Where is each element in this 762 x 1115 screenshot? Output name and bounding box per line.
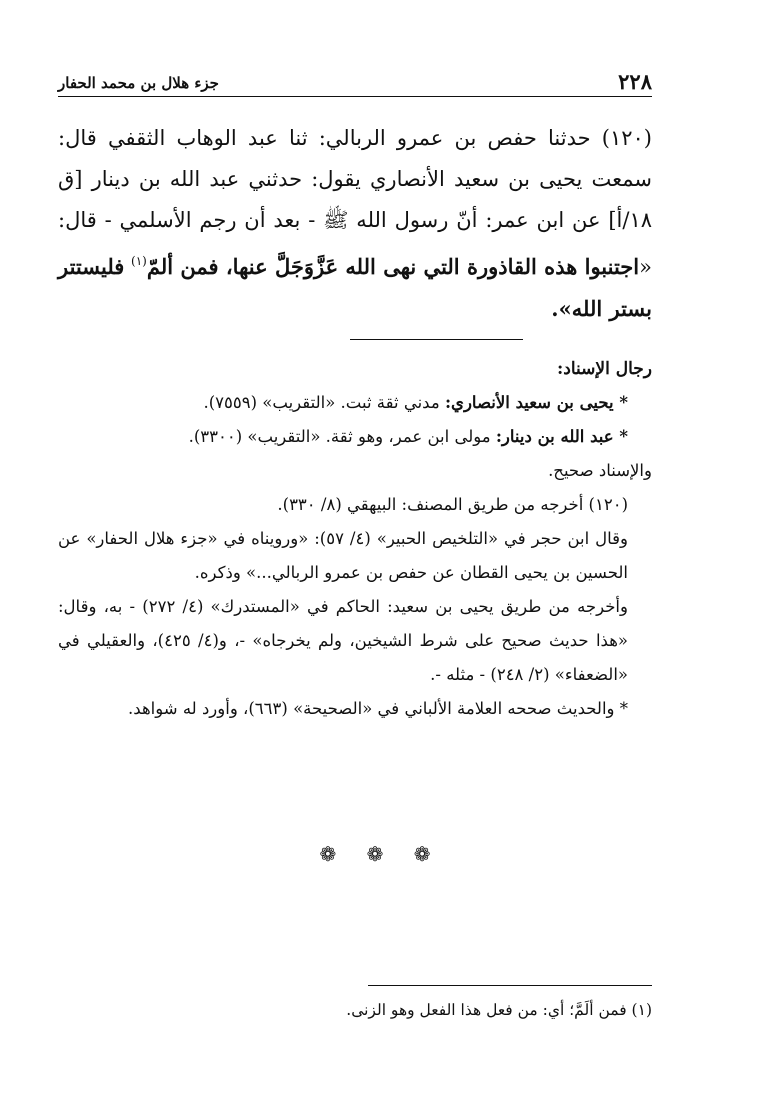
narrator-grade: مولى ابن عمر، وهو ثقة. «التقريب» (٣٣٠٠). (188, 427, 496, 446)
footnote-reference: (١) (131, 254, 147, 268)
hadith-text (58, 118, 652, 330)
grading-paragraph: * والحديث صححه العلامة الألباني في «الصحيحة» (٦٦٣)، وأورد له شواهد. (128, 699, 628, 718)
hadith-line: قال: سمعت يحيى بن سعيد الأنصاري يقول: حدثني عبد الله بن دينار (58, 126, 652, 191)
hadith-quote: اجتنبوا هذه القاذورة التي نهى الله عَزَّوَجَلَّ عنها، فمن ألمّ (146, 254, 640, 279)
book-title: جزء هلال بن محمد الحفار (58, 74, 219, 92)
hadith-line: (١٢٠) حدثنا حفص بن عمرو الربالي: ثنا عبد الوهاب الثقفي (107, 126, 652, 150)
narrator-note (58, 420, 652, 454)
takhrij-paragraph: وأخرجه من طريق يحيى بن سعيد: الحاكم في «المستدرك» (٤/ ٢٧٢) - به، وقال: «هذا حديث صحيح على شرط الشيخين، ولم يخرجاه» -، و(٤/ ٤٢٥)، والعقيلي في «الضعفاء» (٢/ ٢٤٨) - مثله -. (58, 597, 628, 684)
hadith-line: قال: « (58, 208, 652, 279)
section-ornament: ❁ ❁ ❁ (319, 842, 443, 866)
commentary (58, 352, 652, 726)
running-header (58, 66, 652, 97)
narrator-name: * يحيى بن سعيد الأنصاري: (444, 393, 628, 412)
narrator-name: * عبد الله بن دينار: (495, 427, 628, 446)
footnote-divider (368, 985, 652, 986)
isnad-verdict: والإسناد صحيح. (548, 461, 652, 480)
section-heading: رجال الإسناد: (557, 359, 652, 379)
section-divider (350, 339, 523, 340)
hadith-quote-end: فليستتر بستر الله». (58, 254, 652, 321)
takhrij-paragraph: وقال ابن حجر في «التلخيص الحبير» (٤/ ٥٧): «ورويناه في «جزء هلال الحفار» عن الحسين بن يحيى القطان عن حفص بن عمرو الربالي...» وذكره. (58, 529, 628, 582)
narrator-grade: مدني ثقة ثبت. «التقريب» (٧٥٥٩). (203, 393, 445, 412)
narrator-note (58, 386, 652, 420)
takhrij-paragraph: (١٢٠) أخرجه من طريق المصنف: البيهقي (٨/ ٣٣٠). (277, 495, 628, 514)
page-number: ٢٢٨ (618, 69, 652, 94)
hadith-line: [ق ١٨/أ] عن ابن عمر: أنّ رسول الله ﷺ - بعد أن رجم الأسلمي - (58, 167, 652, 232)
footnote: (١) فمن ألَمَّ؛ أي: من فعل هذا الفعل وهو الزنى. (346, 1001, 652, 1019)
